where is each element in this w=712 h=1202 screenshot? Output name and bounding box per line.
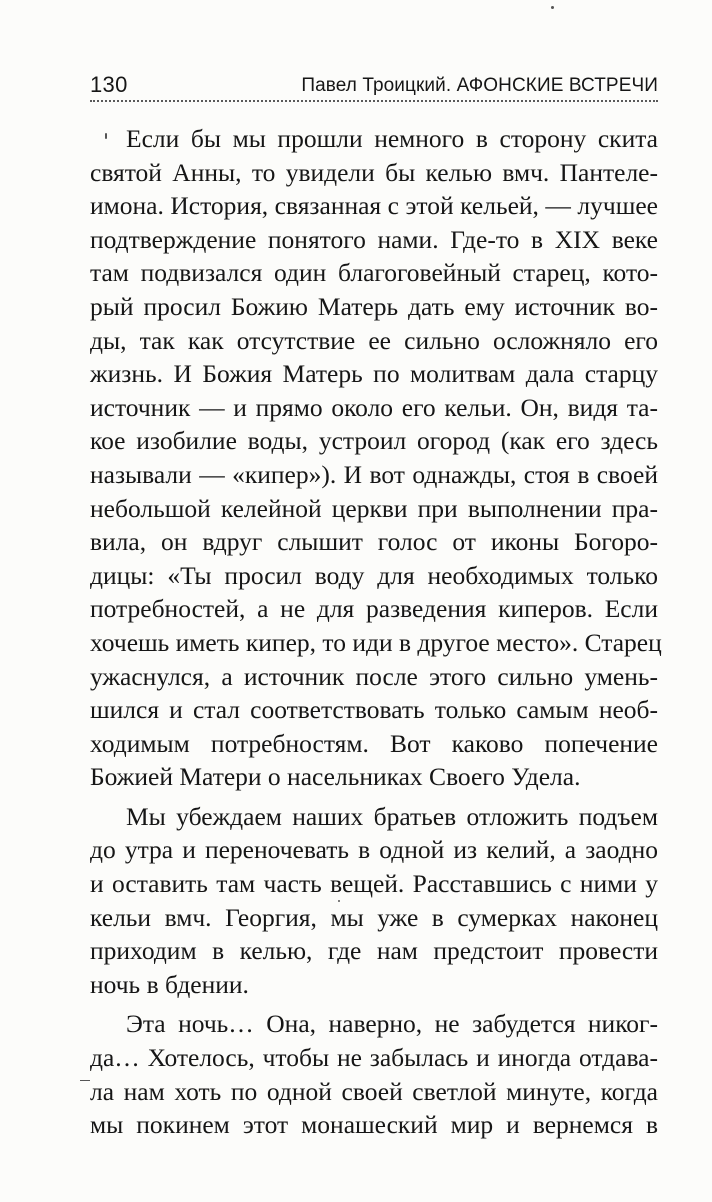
text-line: кое изобилие воды, устроил огород (как его здесь [90,426,658,456]
text-line: кельи вмч. Георгия, мы уже в сумерках наконец [90,902,658,932]
text-line: святой Анны, то увидели бы келью вмч. Пантеле- [90,157,658,187]
text-line: ды, так как отсутствие ее сильно осложняло его [90,325,658,355]
text-line: ужаснулся, а источник после этого сильно умень- [90,661,658,691]
text-line: ночь в бдении. [90,969,249,999]
scan-speck [80,1080,90,1081]
text-line: мы покинем этот монашеский мир и вернемся в [90,1110,658,1140]
scan-speck [338,900,340,902]
text-line: Эта ночь… Она, наверно, не забудется никог- [126,1009,658,1039]
text-line: имона. История, связанная с этой кельей, — лучшее [90,191,658,221]
text-line: рый просил Божию Матерь дать ему источник во- [90,291,658,321]
text-line: там подвизался один благоговейный старец, кото- [90,258,658,288]
paragraph-2 [90,800,658,1002]
text-line: до утра и переночевать в одной из келий, а заодно [90,835,658,865]
text-line: подтверждение понятого нами. Где-то в XIX веке [90,224,658,254]
text-line: ходимым потребностям. Вот каково попечение [90,728,658,758]
scan-speck [551,6,554,9]
text-line: источник — и прямо около его кельи. Он, видя та- [90,392,658,422]
scan-speck [105,133,107,139]
text-line: и оставить там часть вещей. Расставшись с ними у [90,869,658,899]
paragraph-1 [90,122,662,794]
text-line: потребностей, а не для разведения киперов. Если [90,594,658,624]
text-line: вила, он вдруг слышит голос от иконы Богоро- [90,527,658,557]
page-header [90,70,658,102]
text-line: Божией Матери о насельниках Своего Удела. [90,762,581,792]
text-line: небольшой келейной церкви при выполнении пра- [90,493,658,523]
text-line: ла нам хоть по одной своей светлой минуте, когда [90,1076,658,1106]
running-title: Павел Троицкий. АФОНСКИЕ ВСТРЕЧИ [301,75,658,96]
text-line: дицы: «Ты просил воду для необходимых только [90,560,658,590]
paragraph-3 [90,1007,658,1141]
text-line: жизнь. И Божия Матерь по молитвам дала старцу [90,359,658,389]
text-line: да… Хотелось, чтобы не забылась и иногда отдава- [90,1043,658,1073]
text-line: Мы убеждаем наших братьев отложить подъем [126,801,658,831]
text-line: приходим в келью, где нам предстоит провести [90,936,658,966]
body-text [90,122,662,1142]
page-number: 130 [90,72,128,97]
text-line: Если бы мы прошли немного в сторону скита [126,124,658,153]
text-line: шился и стал соответствовать только самым необ- [90,695,658,725]
text-line: называли — «кипер»). И вот однажды, стоя в своей [90,459,658,489]
text-line: хочешь иметь кипер, то иди в другое место». Старец [90,627,662,657]
